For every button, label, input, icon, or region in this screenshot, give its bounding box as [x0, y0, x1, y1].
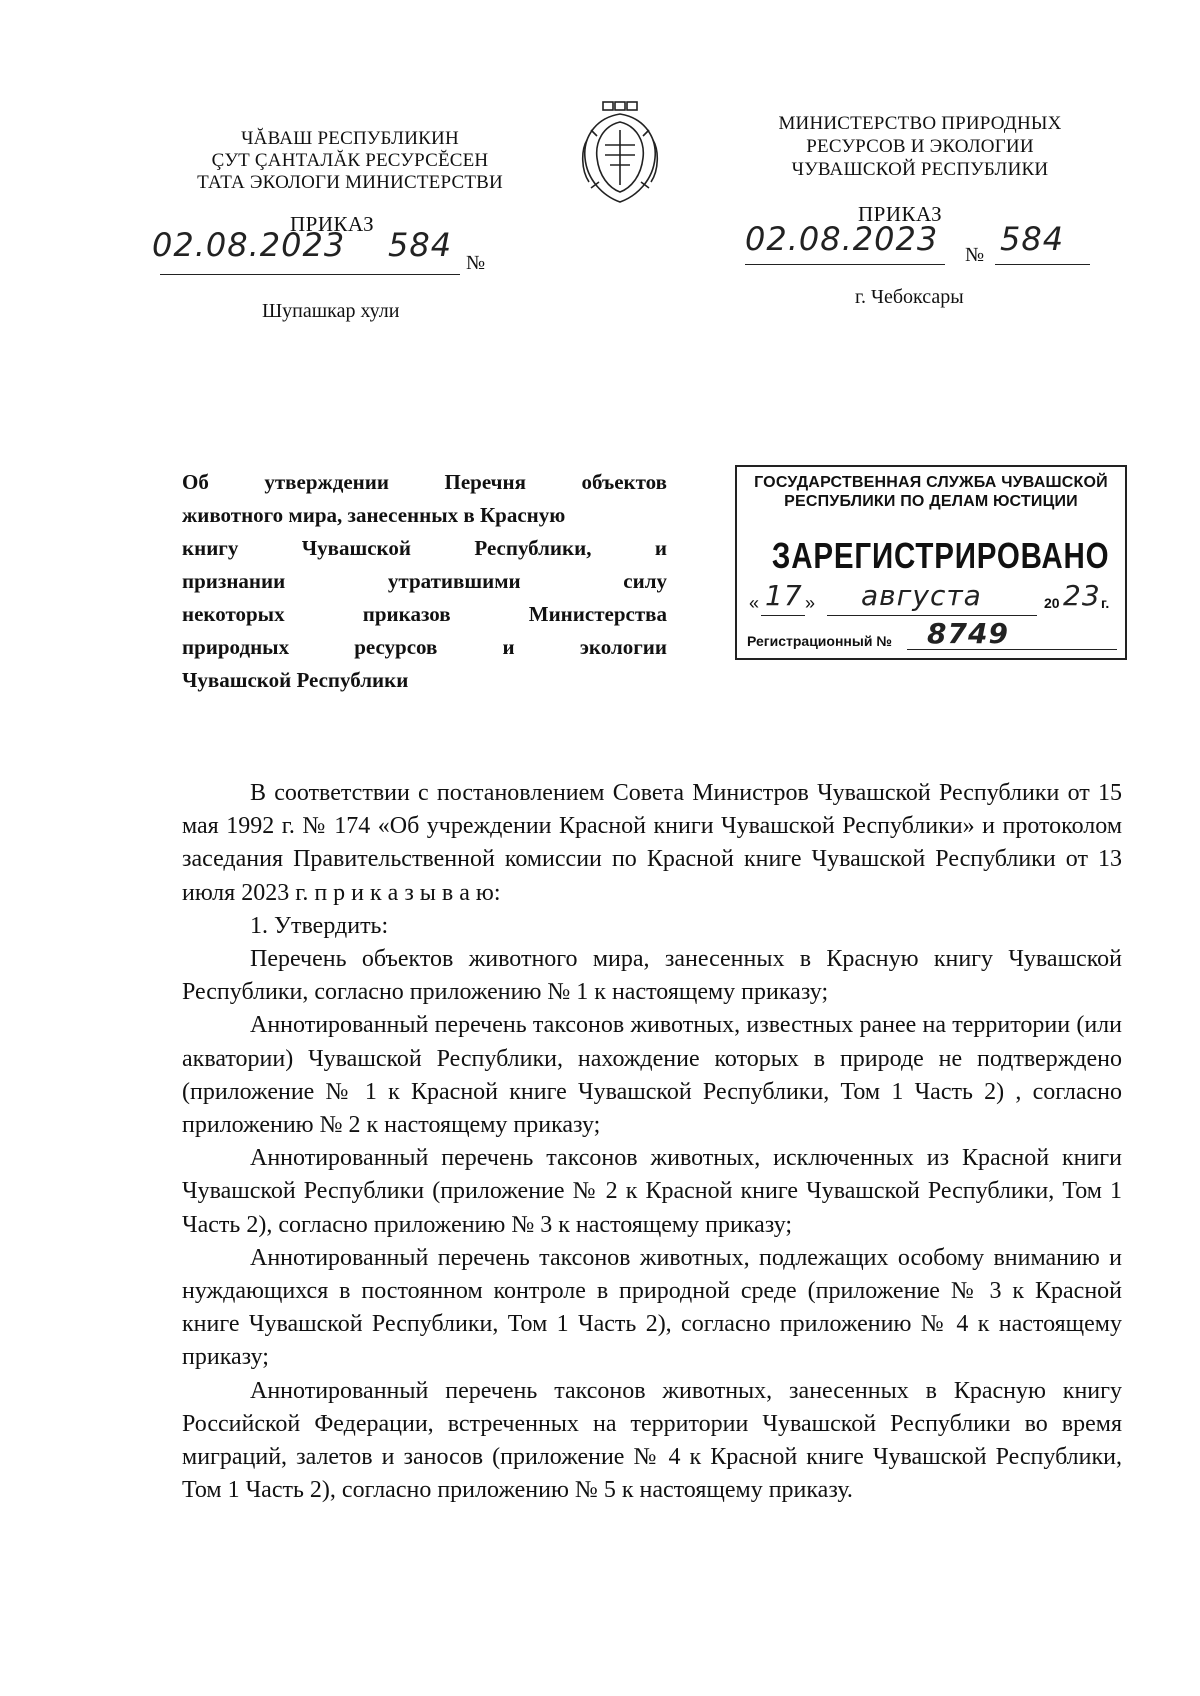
- city-left: Шупашкар хули: [262, 300, 400, 322]
- stamp-quote-close: »: [805, 593, 816, 613]
- stamp-reg-underline: [907, 649, 1117, 650]
- title-word: животного мира, занесенных в Красную: [182, 503, 566, 527]
- header-right-line1: МИНИСТЕРСТВО ПРИРОДНЫХ: [778, 113, 1062, 134]
- body-paragraph-6: Аннотированный перечень таксонов животных, подлежащих особому вниманию и нуждающихся в постоянном контроле в природной среде (приложение № 3 к Красной книге Чувашской Республики, Том 1 Часть 2), согласно приложению № 4 к настоящему приказу;: [182, 1244, 1122, 1371]
- stamp-header: [737, 473, 1125, 511]
- stamp-year-g: г.: [1101, 595, 1110, 611]
- stamp-day-underline: [761, 615, 805, 616]
- header-left-line3: ТАТА ЭКОЛОГИ МИНИСТЕРСТВИ: [197, 172, 503, 193]
- body-paragraph-7: Аннотированный перечень таксонов животных, занесенных в Красную книгу Российской Федерации, встреченных на территории Чувашской Республики во время миграций, залетов и заносов (приложение № 4 к Красной книге Чувашской Республики, Том 1 Часть 2), согласно приложению № 5 к настоящему приказу.: [182, 1377, 1122, 1504]
- stamp-year-prefix: 20: [1044, 595, 1060, 611]
- title-word: Республики,: [474, 536, 592, 560]
- title-word: Министерства: [528, 602, 667, 626]
- title-word: некоторых: [182, 602, 285, 626]
- title-word: утратившими: [387, 569, 521, 593]
- header-left-line1: ЧĂВАШ РЕСПУБЛИКИН: [241, 128, 459, 149]
- title-word: Чувашской: [301, 536, 411, 560]
- stamp-line1: ГОСУДАРСТВЕННАЯ СЛУЖБА ЧУВАШСКОЙ: [754, 474, 1108, 491]
- body-paragraph-2: 1. Утвердить:: [250, 912, 389, 939]
- order-number-right: 584: [1000, 220, 1065, 258]
- body-paragraph-1: В соответствии с постановлением Совета Министров Чувашской Республики от 15 мая 1992 г. № 174 «Об учреждении Красной книги Чувашской Республики» и протоколом заседания Правительственной комиссии по Красной книге Чувашской Республики от 13 июля 2023 г. п р и к а з ы в а ю:: [182, 780, 1122, 906]
- header-right-line2: РЕСУРСОВ И ЭКОЛОГИИ: [806, 136, 1034, 157]
- order-number-left: 584: [388, 226, 453, 264]
- stamp-reg-number: 8749: [927, 617, 1009, 650]
- city-right: г. Чебоксары: [855, 286, 964, 308]
- title-line-2: [182, 499, 667, 532]
- body-paragraph-4: Аннотированный перечень таксонов животных, известных ранее на территории (или акватории) Чувашской Республики, нахождение которых в природе не подтверждено (приложение № 1 к Красной книге Чувашской Республики, Том 1 Часть 2) , согласно приложению № 2 к настоящему приказу;: [182, 1012, 1122, 1139]
- title-line-5: [182, 598, 667, 631]
- number-sign-right: №: [965, 244, 985, 266]
- title-word: природных: [182, 635, 290, 659]
- header-right: [725, 112, 1115, 181]
- title-word: и: [654, 536, 667, 560]
- document-title: [182, 466, 667, 697]
- title-word: утверждении: [264, 470, 389, 494]
- header-right-line3: ЧУВАШСКОЙ РЕСПУБЛИКИ: [791, 159, 1049, 180]
- title-word: Перечня: [444, 470, 526, 494]
- title-line-1: [182, 466, 667, 499]
- title-word: приказов: [362, 602, 451, 626]
- prikaz-label-right: ПРИКАЗ: [858, 202, 943, 226]
- stamp-month-underline: [827, 615, 1037, 616]
- title-line-6: [182, 631, 667, 664]
- title-word: Об: [182, 470, 209, 494]
- title-line-3: [182, 532, 667, 565]
- title-line-4: [182, 565, 667, 598]
- emblem-icon: [575, 100, 665, 205]
- order-date-left: 02.08.2023: [152, 226, 346, 264]
- order-number-underline-right: [995, 264, 1090, 265]
- body-paragraph-5: Аннотированный перечень таксонов животных, исключенных из Красной книги Чувашской Республики (приложение № 2 к Красной книге Чувашской Республики, Том 1 Часть 2), согласно приложению № 3 к настоящему приказу;: [182, 1145, 1122, 1238]
- stamp-reg-row: [747, 617, 1117, 653]
- prikaz-label-left: ПРИКАЗ: [290, 212, 375, 236]
- stamp-year-suffix: 23: [1063, 579, 1101, 612]
- order-underline-left: [160, 274, 460, 275]
- stamp-reg-label: Регистрационный №: [747, 633, 892, 649]
- stamp-line2: РЕСПУБЛИКИ ПО ДЕЛАМ ЮСТИЦИИ: [784, 493, 1078, 510]
- title-word: силу: [623, 569, 667, 593]
- stamp-date-row: [749, 579, 1117, 619]
- document-body: [182, 777, 1122, 1507]
- title-word: экологии: [579, 635, 667, 659]
- title-word: признании: [182, 569, 286, 593]
- header-left: [170, 128, 530, 194]
- order-date-right: 02.08.2023: [745, 220, 939, 258]
- order-date-underline-right: [745, 264, 945, 265]
- title-word: книгу: [182, 536, 239, 560]
- title-word: ресурсов: [354, 635, 438, 659]
- stamp-registered: ЗАРЕГИСТРИРОВАНО: [771, 535, 1110, 576]
- title-line-7: [182, 664, 667, 697]
- stamp-day: 17: [765, 579, 803, 612]
- stamp-month: августа: [861, 579, 982, 612]
- body-paragraph-3: Перечень объектов животного мира, занесенных в Красную книгу Чувашской Республики, согласно приложению № 1 к настоящему приказу;: [182, 946, 1122, 1006]
- header-left-line2: ÇУТ ÇАНТАЛĂК РЕСУРСĔСЕН: [211, 150, 489, 171]
- number-sign-left: №: [466, 252, 486, 274]
- registration-stamp: [735, 465, 1127, 660]
- title-word: объектов: [581, 470, 667, 494]
- title-word: Чувашской Республики: [182, 668, 409, 692]
- title-word: и: [502, 635, 515, 659]
- stamp-quote-open: «: [749, 593, 760, 613]
